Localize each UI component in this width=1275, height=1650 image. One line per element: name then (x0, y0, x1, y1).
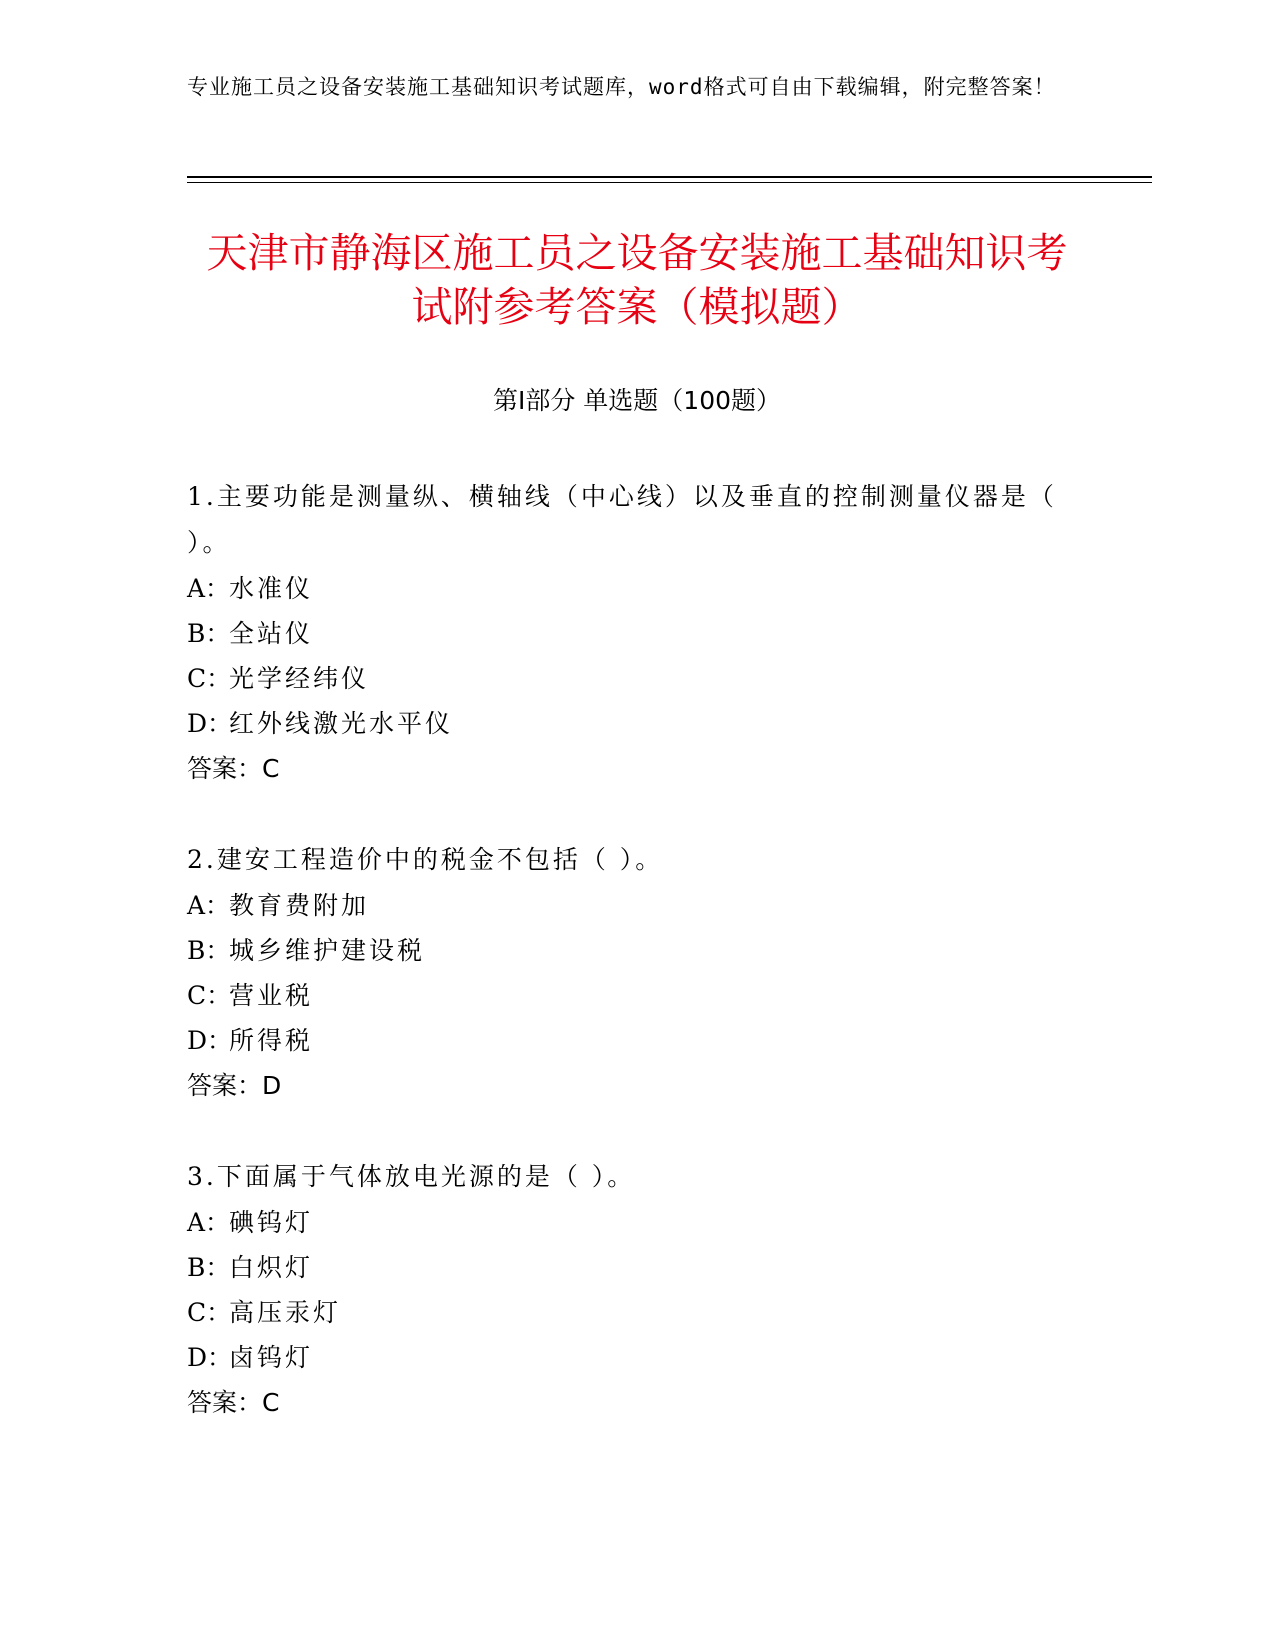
option-letter: C： (187, 1298, 232, 1327)
option-letter: D： (187, 1026, 233, 1055)
answer-line (187, 1063, 1067, 1109)
answer-value: D (262, 1071, 282, 1100)
answer-label: 答案： (187, 1071, 263, 1100)
option-c (187, 973, 1067, 1018)
option-a (187, 566, 1067, 611)
option-b (187, 928, 1067, 973)
question-2 (187, 837, 1067, 1109)
option-text: 光学经纬仪 (229, 664, 370, 693)
option-letter: B： (187, 936, 231, 965)
option-text: 全站仪 (229, 619, 314, 648)
option-text: 城乡维护建设税 (229, 936, 426, 965)
option-letter: B： (187, 619, 231, 648)
answer-line (187, 1380, 1067, 1426)
option-text: 卤钨灯 (229, 1343, 314, 1372)
option-text: 高压汞灯 (229, 1298, 342, 1327)
option-text: 教育费附加 (229, 891, 370, 920)
option-letter: C： (187, 981, 232, 1010)
option-text: 碘钨灯 (229, 1208, 314, 1237)
option-text: 营业税 (229, 981, 314, 1010)
option-letter: A： (187, 574, 231, 603)
answer-value: C (262, 754, 280, 783)
option-text: 红外线激光水平仪 (229, 709, 454, 738)
option-letter: C： (187, 664, 232, 693)
option-text: 所得税 (229, 1026, 314, 1055)
question-stem: 2.建安工程造价中的税金不包括（ ）。 (187, 845, 664, 874)
option-c (187, 656, 1067, 701)
option-letter: D： (187, 709, 233, 738)
option-letter: A： (187, 1208, 231, 1237)
question-1 (187, 474, 1067, 792)
option-letter: D： (187, 1343, 233, 1372)
question-list (187, 474, 1067, 1471)
option-text: 白炽灯 (229, 1253, 314, 1282)
option-letter: B： (187, 1253, 231, 1282)
section-title: 第Ⅰ部分 单选题（100题） (492, 386, 782, 415)
option-text: 水准仪 (229, 574, 314, 603)
document-title: 天津市静海区施工员之设备安装施工基础知识考试附参考答案（模拟题） (206, 229, 1068, 331)
option-d (187, 701, 1067, 746)
answer-label: 答案： (187, 1388, 263, 1417)
answer-value: C (262, 1388, 280, 1417)
option-c (187, 1290, 1067, 1335)
option-d (187, 1335, 1067, 1380)
header-note: 专业施工员之设备安装施工基础知识考试题库，word格式可自由下载编辑，附完整答案！ (187, 75, 1056, 99)
header-rule-thick (187, 176, 1152, 178)
question-3 (187, 1154, 1067, 1426)
option-b (187, 611, 1067, 656)
question-stem: 1.主要功能是测量纵、横轴线（中心线）以及垂直的控制测量仪器是（ ）。 (187, 482, 1057, 557)
option-d (187, 1018, 1067, 1063)
answer-label: 答案： (187, 754, 263, 783)
option-letter: A： (187, 891, 231, 920)
option-b (187, 1245, 1067, 1290)
answer-line (187, 746, 1067, 792)
header-rule-thin (187, 182, 1152, 183)
question-stem: 3.下面属于气体放电光源的是（ ）。 (187, 1162, 636, 1191)
option-a (187, 1200, 1067, 1245)
option-a (187, 883, 1067, 928)
